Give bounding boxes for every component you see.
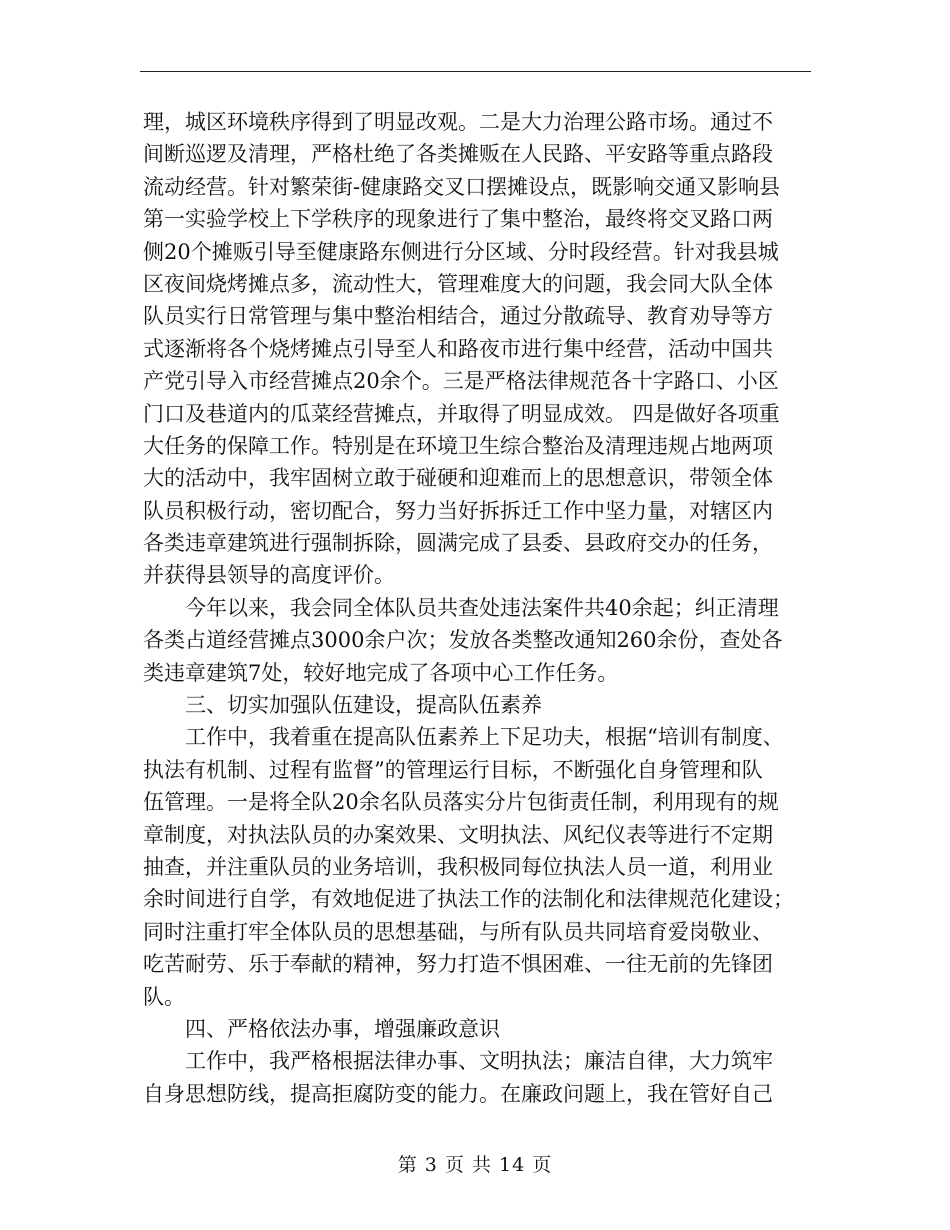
text-line: 执法有机制、过程有监督”的管理运行目标，不断强化自身管理和队 [143,757,763,782]
section-heading: 四、严格依法办事，增强廉政意识 [143,1016,500,1041]
text-line: 余时间进行自学，有效地促进了执法工作的法制化和法律规范化建设； [143,887,794,912]
text-line: 工作中，我着重在提高队伍素养上下足功夫，根据“培训有制度、 [143,725,784,750]
text-line: 大任务的保障工作。特别是在环境卫生综合整治及清理违规占地两项 [143,433,773,458]
text-line: 侧20个摊贩引导至健康路东侧进行分区域、分时段经营。针对我县城 [143,239,779,264]
text-line: 流动经营。针对繁荣街-健康路交叉口摆摊设点，既影响交通又影响县 [143,174,781,199]
text-line: 间断巡逻及清理，严格杜绝了各类摊贩在人民路、平安路等重点路段 [143,142,773,167]
text-line: 产党引导入市经营摊点20余个。三是严格法律规范各十字路口、小区 [143,369,779,394]
text-line: 各类违章建筑进行强制拆除，圆满完成了县委、县政府交办的任务， [143,531,773,556]
text-line: 队员实行日常管理与集中整治相结合，通过分散疏导、教育劝导等方 [143,304,773,329]
text-line: 大的活动中，我牢固树立敢于碰硬和迎难而上的思想意识，带领全体 [143,466,773,491]
text-line: 今年以来，我会同全体队员共查处违法案件共40余起；纠正清理 [143,595,779,620]
text-line: 自身思想防线，提高拒腐防变的能力。在廉政问题上，我在管好自己 [143,1081,773,1106]
text-line: 并获得县领导的高度评价。 [143,563,395,588]
text-line: 各类占道经营摊点3000余户次；发放各类整改通知260余份，查处各 [143,628,783,653]
text-line: 吃苦耐劳、乐于奉献的精神，努力打造不惧困难、一往无前的先锋团 [143,952,773,977]
text-line: 章制度，对执法队员的办案效果、文明执法、风纪仪表等进行不定期 [143,822,773,847]
text-line: 工作中，我严格根据法律办事、文明执法；廉洁自律，大力筑牢 [143,1049,773,1074]
text-line: 伍管理。一是将全队20余名队员落实分片包街责任制，利用现有的规 [143,790,779,815]
text-line: 式逐渐将各个烧烤摊点引导至人和路夜市进行集中经营，活动中国共 [143,336,773,361]
text-line: 类违章建筑7处，较好地完成了各项中心工作任务。 [143,660,619,685]
page-number-footer: 第 3 页 共 14 页 [397,1154,553,1176]
text-line: 队员积极行动，密切配合，努力当好拆拆迁工作中坚力量，对辖区内 [143,498,773,523]
text-line: 抽查，并注重队员的业务培训，我积极同每位执法人员一道，利用业 [143,854,773,879]
document-body [143,106,811,1110]
text-line: 同时注重打牢全体队员的思想基础，与所有队员共同培育爱岗敬业、 [143,919,773,944]
header-rule [140,71,811,72]
text-line: 区夜间烧烤摊点多，流动性大，管理难度大的问题，我会同大队全体 [143,271,773,296]
text-line: 队。 [143,984,185,1009]
text-line: 第一实验学校上下学秩序的现象进行了集中整治，最终将交叉路口两 [143,207,773,232]
text-line: 理，城区环境秩序得到了明显改观。二是大力治理公路市场。通过不 [143,110,773,134]
section-heading: 三、切实加强队伍建设，提高队伍素养 [143,693,542,718]
text-line: 门口及巷道内的瓜菜经营摊点，并取得了明显成效。 四是做好各项重 [143,401,780,426]
